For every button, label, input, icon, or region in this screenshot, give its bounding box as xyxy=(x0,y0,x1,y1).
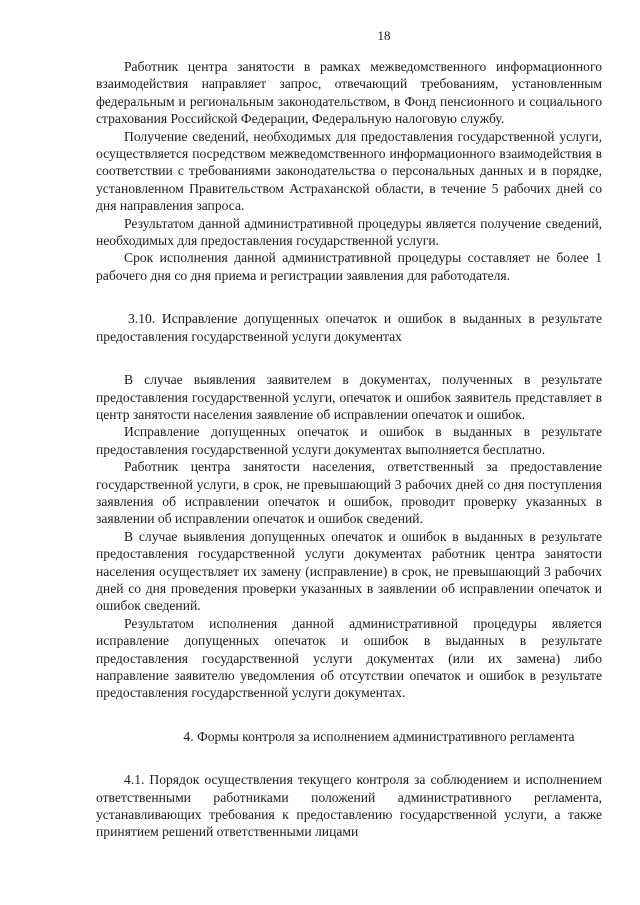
paragraph: 4.1. Порядок осуществления текущего контроля за соблюдением и исполнением ответственными работниками положений административного регламента, устанавливающих требования к предоставлению государственной услуги, а также принятием решений ответственными лицами xyxy=(96,772,602,840)
paragraph: В случае выявления допущенных опечаток и ошибок в выданных в результате предоставления государственной услуги документах работник центра занятости населения осуществляет их замену (исправление) в срок, не превышающий 3 рабочих дней со дня проведения проверки указанных в заявлении об исправлении опечаток и ошибок сведений. xyxy=(96,528,602,614)
paragraph: Результатом исполнения данной административной процедуры является исправление допущенных опечаток и ошибок в выданных в результате предоставления государственной услуги документах (или их замена) либо направление заявителю уведомления об отсутствии опечаток и ошибок в результате предоставления государственной услуги документах. xyxy=(96,615,602,701)
section-heading: 4. Формы контроля за исполнением административного регламента xyxy=(183,728,575,744)
paragraph: Получение сведений, необходимых для предоставления государственной услуги, осуществляется посредством межведомственного информационного взаимодействия в соответствии с требованиями законодательства о персональных данных и в порядке, установленном Правительством Астраханской области, в течение 5 рабочих дней со дня направления запроса. xyxy=(96,128,602,214)
paragraph: Работник центра занятости населения, ответственный за предоставление государственной услуги, в срок, не превышающий 3 рабочих дней со дня поступления заявления об исправлении опечаток и ошибок, проводит проверку указанных в заявлении об исправлении опечаток и ошибок сведений. xyxy=(96,459,602,527)
paragraph: Результатом данной административной процедуры является получение сведений, необходимых для предоставления государственной услуги. xyxy=(96,215,602,249)
paragraph: Исправление допущенных опечаток и ошибок в выданных в результате предоставления государственной услуги документах выполняется бесплатно. xyxy=(96,424,602,457)
paragraph: Срок исполнения данной административной процедуры составляет не более 1 рабочего дня со дня приема и регистрации заявления для работодателя. xyxy=(96,250,602,283)
paragraph: Работник центра занятости в рамках межведомственного информационного взаимодействия направляет запрос, отвечающий требованиям, установленным федеральным и региональным законодательством, в Фонд пенсионного и социального страхования Российской Федерации, Федеральную налоговую службу. xyxy=(96,59,602,127)
page-number: 18 xyxy=(377,28,391,43)
section-heading: 3.10. Исправление допущенных опечаток и ошибок в выданных в результате предоставления государственной услуги документах xyxy=(96,311,602,344)
paragraph: В случае выявления заявителем в документах, полученных в результате предоставления государственной услуги, опечаток и ошибок заявитель представляет в центр занятости населения заявление об исправлении опечаток и ошибок. xyxy=(96,372,602,422)
